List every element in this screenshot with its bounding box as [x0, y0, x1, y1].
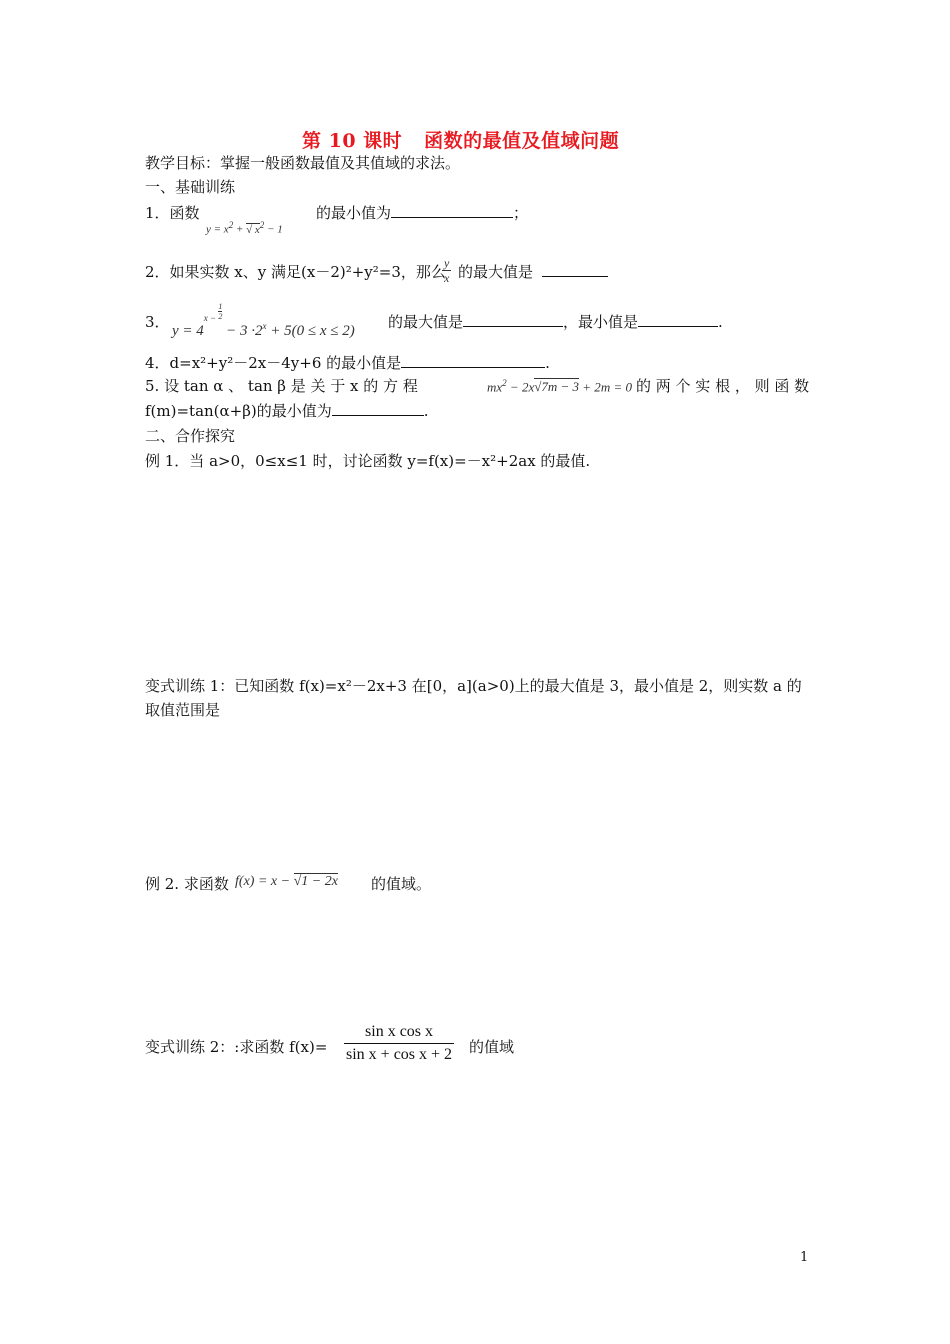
q1-answer-blank[interactable]: [391, 203, 513, 218]
q5-formula: $mx^2 - 2x√7m - 3 + 2m = 0$: [487, 378, 632, 395]
page-title: [302, 126, 619, 153]
example-1: 例 1．当 a>0，0≤x≤1 时，讨论函数 y=f(x)=－x²+2ax 的最值.: [145, 452, 591, 470]
q3-tail: 的最大值是 ，最小值是 .: [388, 313, 723, 331]
q5-suffix: 的 两 个 实 根 ， 则 函 数: [636, 377, 810, 395]
question-2: [145, 262, 446, 282]
q1-formula: $y = x^2$ + √ $x^2 - 1$: [206, 220, 283, 236]
title-topic: 函数的最值及值域问题: [424, 130, 620, 152]
var2-suffix: 的值域: [469, 1038, 515, 1056]
q2-suffix: 的最大值是: [458, 263, 534, 281]
q1-suffix: 的最小值为: [316, 204, 392, 222]
var2-fraction: [344, 1021, 454, 1066]
q2-fraction: y x: [444, 256, 450, 285]
section-basic-training: 一、基础训练: [145, 178, 236, 196]
objective-text: 教学目标：掌握一般函数最值及其值域的求法。: [145, 154, 461, 172]
q4-answer-blank[interactable]: [401, 353, 545, 368]
example-2: 例 2. 求函数: [145, 875, 229, 893]
question-5-line2: f(m)=tan(α+β)的最小值为 .: [145, 402, 429, 420]
q1-prefix: 1．函数: [145, 204, 200, 222]
question-3-label: 3．: [145, 313, 170, 331]
q2-tail: [458, 262, 608, 282]
ex2-suffix: 的值域。: [371, 875, 432, 893]
page-number: 1: [800, 1250, 809, 1265]
q5-answer-blank[interactable]: [332, 401, 424, 416]
q3-max-blank[interactable]: [463, 312, 563, 327]
question-5-line1: 5. 设 tan α 、 tan β 是 关 于 x 的 方 程: [145, 377, 418, 395]
ex2-formula: f(x) = x − √1 − 2x: [235, 874, 338, 889]
section-cooperative-inquiry: 二、合作探究: [145, 427, 236, 445]
question-4: 4．d=x²+y²－2x－4y+6 的最小值是 .: [145, 354, 550, 372]
q2-prefix: 2．如果实数 x、y 满足(x－2)²+y²=3，那么: [145, 263, 446, 281]
var2-numerator: sin x cos x: [344, 1021, 454, 1044]
title-lesson: 第 10 课时: [302, 130, 403, 152]
variant-training-1-line2: 取值范围是: [145, 701, 221, 719]
var2-denominator: sin x + cos x + 2: [346, 1046, 453, 1063]
q3-min-blank[interactable]: [638, 312, 718, 327]
variant-training-2: 变式训练 2：:求函数 f(x)=: [145, 1038, 328, 1056]
q3-formula: $y = 4^{x -}$ $\frac{1}{2}$ − $3 \cdot 2^x + 5(0 \le x \le 2)$: [172, 302, 355, 339]
question-1: [145, 203, 200, 223]
variant-training-1-line1: 变式训练 1：已知函数 f(x)=x²－2x+3 在[0，a](a>0)上的最大值是 3，最小值是 2，则实数 a 的: [145, 677, 802, 695]
q1-tail: 的最小值为 ；: [316, 204, 529, 222]
q2-answer-blank[interactable]: [542, 262, 608, 277]
